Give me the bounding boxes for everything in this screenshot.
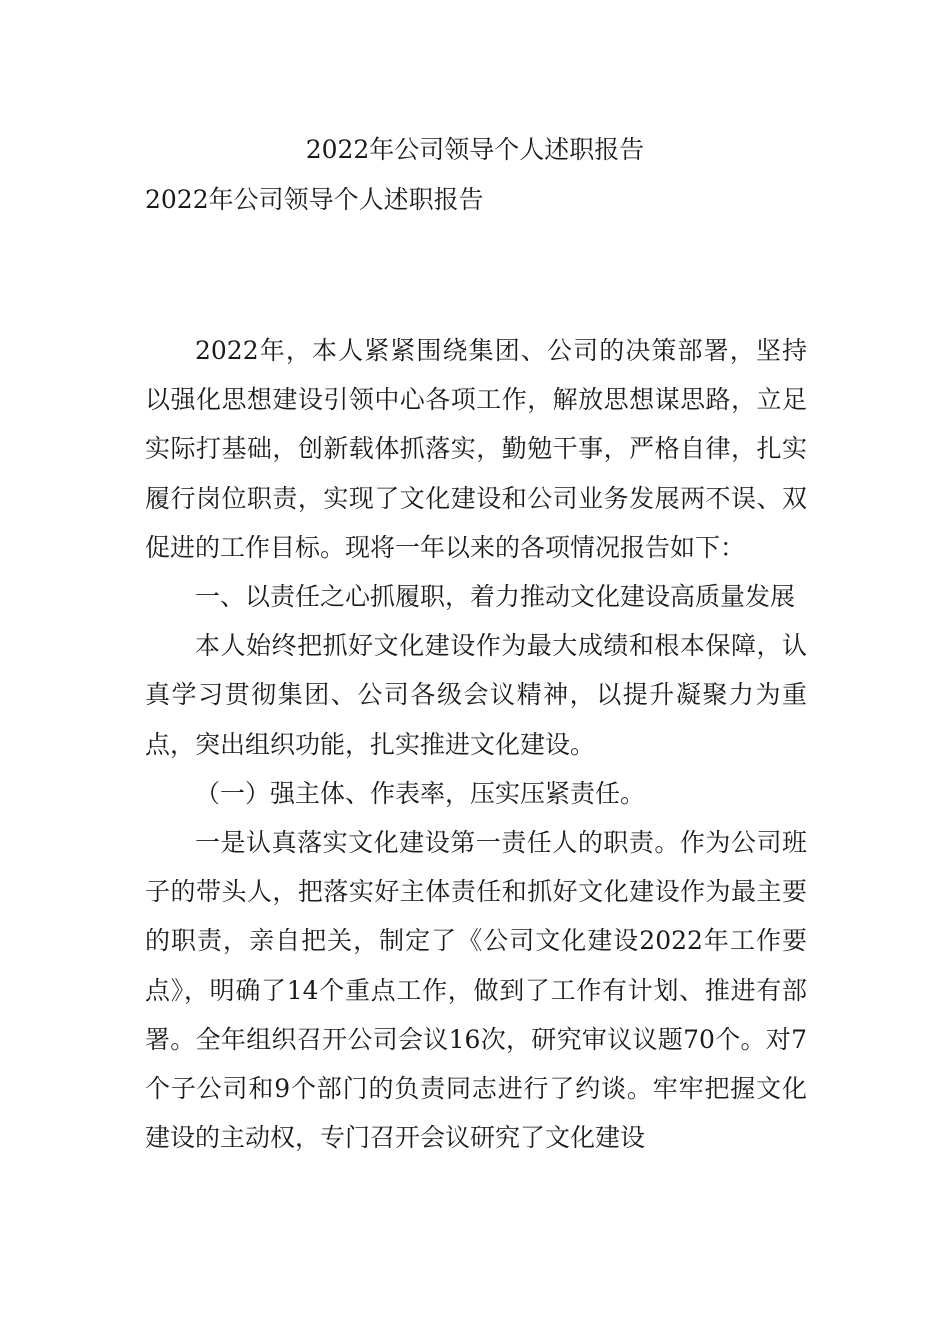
document-subtitle: 2022年公司领导个人述职报告 — [145, 185, 484, 214]
paragraph-subsection-1: 一是认真落实文化建设第一责任人的职责。作为公司班子的带头人，把落实好主体责任和抓好文化建设作为最主要的职责，亲自把关，制定了《公司文化建设2022年工作要点》，明确了14个重点工作，做到了工作有计划、推进有部署。全年组织召开公司会议16次，研究审议议题70个。对7个子公司和9个部门的负责同志进行了约谈。牢牢把握文化建设的主动权，专门召开会议研究了文化建设 — [145, 828, 807, 1153]
paragraph-intro: 2022年，本人紧紧围绕集团、公司的决策部署，坚持以强化思想建设引领中心各项工作，解放思想谋思路，立足实际打基础，创新载体抓落实，勤勉干事，严格自律，扎实履行岗位职责，实现了文化建设和公司业务发展两不误、双促进的工作目标。现将一年以来的各项情况报告如下： — [145, 336, 807, 562]
document-title: 2022年公司领导个人述职报告 — [305, 135, 645, 164]
paragraph-section-1: 本人始终把抓好文化建设作为最大成绩和根本保障，认真学习贯彻集团、公司各级会议精神，以提升凝聚力为重点，突出组织功能，扎实推进文化建设。 — [145, 631, 807, 759]
document-body — [145, 326, 807, 1162]
subsection-heading-1: （一）强主体、作表率，压实压紧责任。 — [195, 778, 646, 808]
section-heading-1: 一、以责任之心抓履职，着力推动文化建设高质量发展 — [195, 582, 796, 612]
